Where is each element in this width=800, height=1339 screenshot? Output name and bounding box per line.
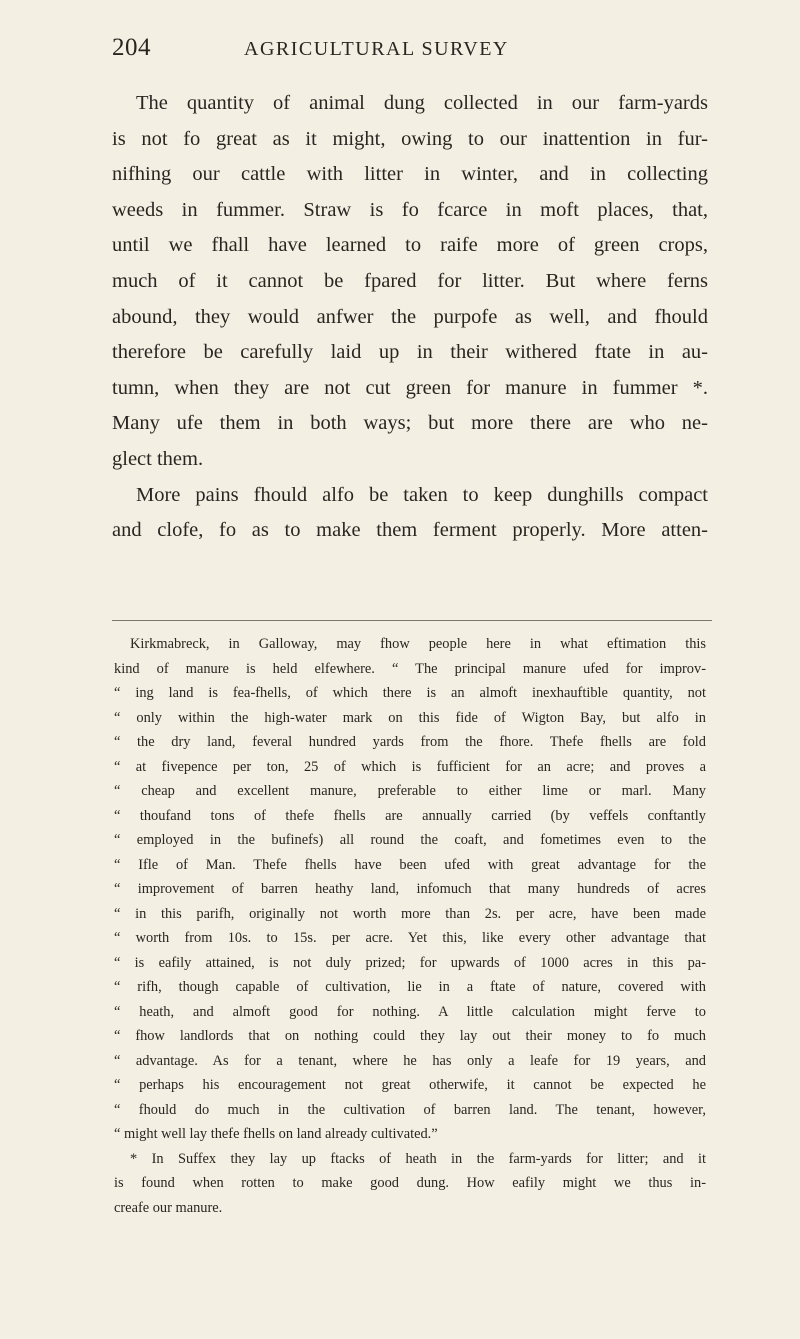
footnote-line: “ employed in the bufinefs) all round the coaft, and fometimes even to the <box>114 832 706 848</box>
footnote-line: “ might well lay thefe fhells on land already cultivated.” <box>114 1126 438 1142</box>
footnote-line: kind of manure is held elfewhere. “ The principal manure ufed for improv- <box>114 660 706 677</box>
body-line: until we fhall have learned to raife more of green crops, <box>112 234 708 257</box>
footnote-line: Kirkmabreck, in Galloway, may fhow people here in what eftimation this <box>130 636 706 652</box>
body-line: More pains fhould alfo be taken to keep dunghills compact <box>136 483 708 506</box>
footnote-line: “ improvement of barren heathy land, infomuch that many hundreds of acres <box>114 881 706 897</box>
footnotes <box>114 632 706 1220</box>
body-line: weeds in fummer. Straw is fo fcarce in moft places, that, <box>112 198 708 221</box>
body-line: much of it cannot be fpared for litter. But where ferns <box>112 269 708 292</box>
body-line: and clofe, fo as to make them ferment properly. More atten- <box>112 519 708 542</box>
footnote-line: “ fhould do much in the cultivation of barren land. The tenant, however, <box>114 1101 706 1118</box>
body-line: therefore be carefully laid up in their withered ftate in au- <box>112 341 708 364</box>
running-head: AGRICULTURAL SURVEY <box>244 38 509 60</box>
footnote-line: “ cheap and excellent manure, preferable to either lime or marl. Many <box>114 783 706 799</box>
body-line: Many ufe them in both ways; but more there are who ne- <box>112 412 708 435</box>
footnote-line: is found when rotten to make good dung. How eafily might we thus in- <box>114 1175 706 1191</box>
body-line: is not fo great as it might, owing to our inattention in fur- <box>112 127 708 150</box>
footnote-line: * In Suffex they lay up ftacks of heath in the farm-yards for litter; and it <box>130 1150 706 1167</box>
footnote-line: “ perhaps his encouragement not great otherwife, it cannot be expected he <box>114 1077 706 1093</box>
footnote-line: “ Ifle of Man. Thefe fhells have been ufed with great advantage for the <box>114 856 706 873</box>
main-text <box>112 86 708 549</box>
footnote-line: “ rifh, though capable of cultivation, lie in a ftate of nature, covered with <box>114 979 706 995</box>
footnote-line: “ heath, and almoft good for nothing. A little calculation might ferve to <box>114 1003 706 1020</box>
body-line: abound, they would anfwer the purpofe as well, and fhould <box>112 305 708 328</box>
footnote-line: “ fhow landlords that on nothing could they lay out their money to fo much <box>114 1028 706 1044</box>
footnote-line: “ advantage. As for a tenant, where he has only a leafe for 19 years, and <box>114 1052 706 1069</box>
page-header <box>112 34 712 74</box>
body-line: glect them. <box>112 447 204 470</box>
footnote-line: creafe our manure. <box>114 1199 223 1216</box>
body-line: nifhing our cattle with litter in winter, and in collecting <box>112 163 708 186</box>
footnote-line: “ in this parifh, originally not worth more than 2s. per acre, have been made <box>114 905 706 922</box>
footnote-line: “ at fivepence per ton, 25 of which is fufficient for an acre; and proves a <box>114 758 706 775</box>
footnote-line: “ is eafily attained, is not duly prized; for upwards of 1000 acres in this pa- <box>114 954 706 971</box>
footnote-line: “ the dry land, feveral hundred yards from the fhore. Thefe fhells are fold <box>114 734 706 750</box>
body-line: The quantity of animal dung collected in our farm-yards <box>136 92 708 114</box>
body-line: tumn, when they are not cut green for manure in fummer *. <box>112 376 708 399</box>
page-number: 204 <box>112 34 151 61</box>
footnote-line: “ worth from 10s. to 15s. per acre. Yet this, like every other advantage that <box>114 930 706 946</box>
footnote-divider <box>112 620 712 621</box>
footnote-line: “ thoufand tons of thefe fhells are annually carried (by veffels conftantly <box>114 807 706 824</box>
footnote-line: “ only within the high-water mark on this fide of Wigton Bay, but alfo in <box>114 709 706 726</box>
footnote-line: “ ing land is fea-fhells, of which there is an almoft inexhauftible quantity, not <box>114 685 706 701</box>
